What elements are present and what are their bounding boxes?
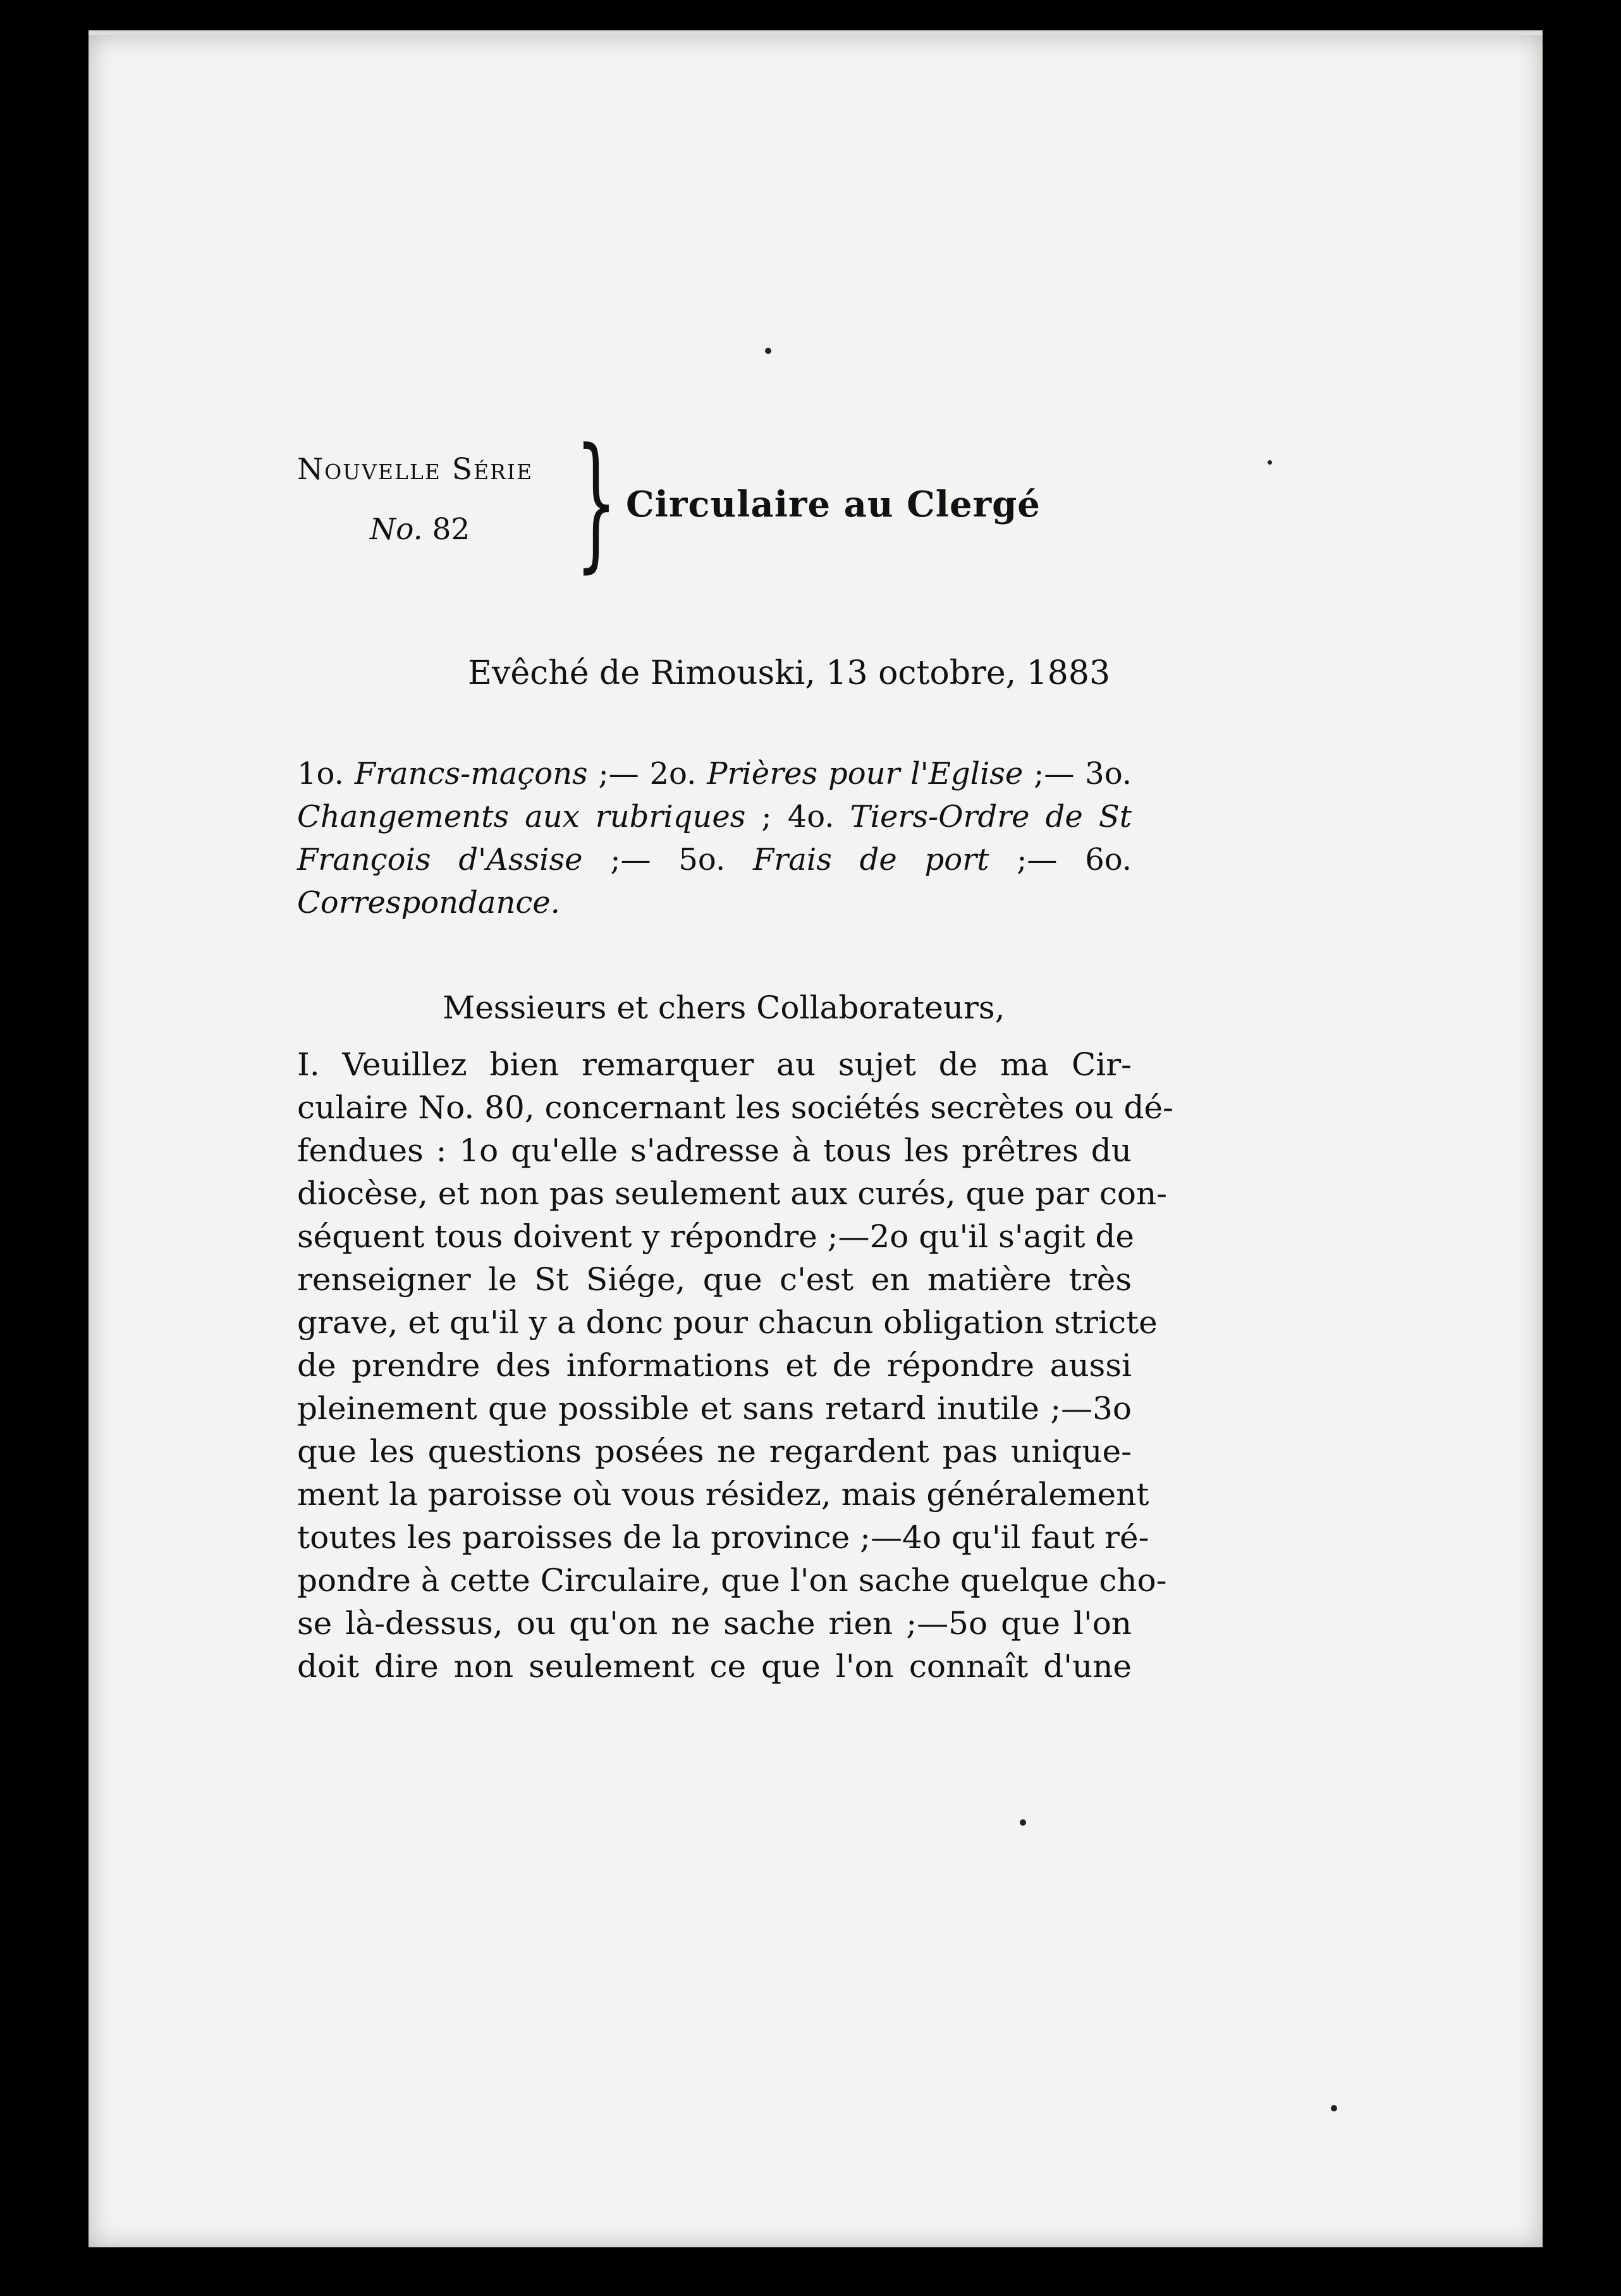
body-line: doit dire non seulement ce que l'on connaît d'une <box>297 1648 1132 1685</box>
ink-speck <box>1268 460 1272 465</box>
summary-item: 2o. Prières pour l'Eglise ;— <box>649 756 1075 791</box>
summary-item: 6o. Correspondance. <box>297 842 1132 920</box>
body-line: grave, et qu'il y a donc pour chacun obligation stricte <box>297 1304 1158 1341</box>
body-line: ment la paroisse où vous résidez, mais généralement <box>297 1476 1149 1513</box>
body-line: fendues : 1o qu'elle s'adresse à tous les prêtres du <box>297 1132 1132 1169</box>
summary-item: 1o. Francs-maçons ;— <box>297 756 639 791</box>
body-line: toutes les paroisses de la province ;—4o qu'il faut ré- <box>297 1519 1149 1556</box>
body-line: diocèse, et non pas seulement aux curés, que par con- <box>297 1175 1168 1212</box>
body-line: I. Veuillez bien remarquer au sujet de ma Cir- <box>297 1046 1132 1083</box>
body-line: culaire No. 80, concernant les sociétés secrètes ou dé- <box>297 1089 1173 1126</box>
body-line: pondre à cette Circulaire, que l'on sache quelque cho- <box>297 1562 1167 1599</box>
body-line: renseigner le St Siége, que c'est en matière très <box>297 1261 1132 1298</box>
circular-number <box>370 512 470 547</box>
dateline: Evêché de Rimouski, 13 octobre, 1883 <box>468 654 1111 692</box>
ink-speck <box>1020 1819 1026 1826</box>
circular-header <box>297 418 1151 587</box>
brace-icon: } <box>575 418 617 587</box>
summary-item: 5o. Frais de port ;— <box>678 842 1058 877</box>
salutation: Messieurs et chers Collaborateurs, <box>443 989 1005 1026</box>
body-line: que les questions posées ne regardent pas unique- <box>297 1433 1132 1470</box>
number-prefix: No. <box>370 512 423 547</box>
body-paragraph <box>297 1043 1173 1688</box>
summary-item: 3o. Changements aux rubriques ; <box>297 756 1132 834</box>
summary-item: 4o. Tiers-Ordre de St François d'Assise ;— <box>297 799 1132 877</box>
body-line: se là-dessus, ou qu'on ne sache rien ;—5o que l'on <box>297 1605 1132 1642</box>
body-line: pleinement que possible et sans retard inutile ;—3o <box>297 1390 1132 1427</box>
ink-speck <box>765 348 771 354</box>
body-line: séquent tous doivent y répondre ;—2o qu'il s'agit de <box>297 1218 1134 1255</box>
series-label: Nouvelle Série <box>297 452 534 487</box>
number-value: 82 <box>432 512 470 547</box>
circular-title: Circulaire au Clergé <box>626 484 1041 525</box>
ink-speck <box>1331 2105 1337 2111</box>
body-line: de prendre des informations et de répondre aussi <box>297 1347 1132 1384</box>
summary-list <box>297 752 1132 924</box>
